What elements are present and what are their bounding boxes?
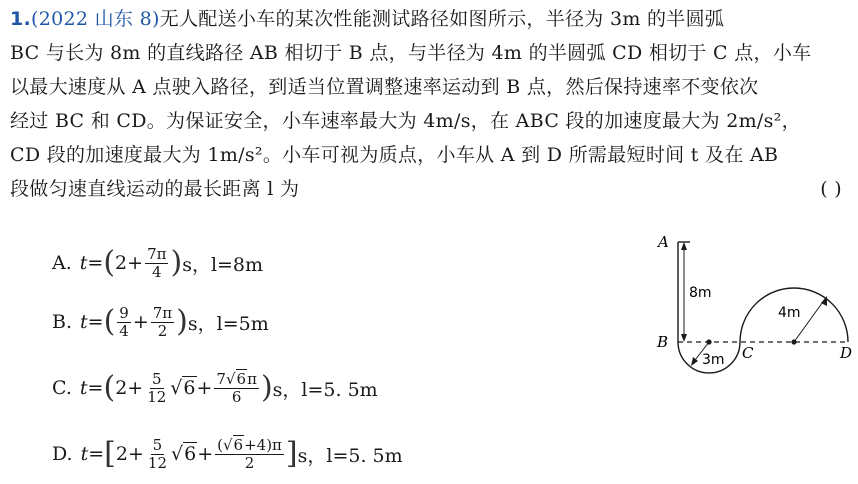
option-label: C. [52, 377, 72, 399]
numerator-part: 7 [216, 369, 226, 388]
term: 2+ [115, 377, 144, 399]
label-c: C [742, 344, 754, 362]
paren-close: ) [260, 370, 273, 405]
label-len-ab: 8m [689, 285, 712, 301]
label-r-small: 3m [702, 352, 725, 368]
radicand: 6 [236, 369, 247, 388]
stem-text-6: 段做匀速直线运动的最长距离 l 为 [10, 178, 300, 200]
option-prefix: t= [80, 311, 104, 333]
option-suffix: s，l=5. 5m [297, 444, 403, 467]
fraction [214, 371, 259, 406]
denominator: 2 [157, 321, 168, 340]
option-b[interactable] [52, 297, 269, 347]
fraction [215, 437, 284, 472]
fraction [146, 437, 169, 472]
option-suffix: s，l=5. 5m [272, 378, 378, 401]
stem-line-3: 以最大速度从 A 点驶入路径，到适当位置调整速率运动到 B 点，然后保持速率不变依次 [10, 76, 759, 98]
numerator: 5 [151, 369, 162, 388]
question-number: 1. [10, 8, 32, 30]
term: 2+ [115, 443, 144, 465]
denominator: 4 [151, 262, 162, 281]
label-a: A [658, 233, 669, 251]
radicand: 6 [183, 377, 196, 399]
option-prefix: t= [79, 377, 104, 399]
option-suffix: s，l=5m [187, 312, 269, 335]
arrowhead-up [681, 242, 687, 250]
option-label: B. [52, 311, 73, 333]
answer-paren: ( ) [820, 178, 842, 200]
question-stem [10, 2, 850, 206]
option-label: A. [52, 252, 72, 274]
sqrt: √6 [222, 435, 244, 454]
bracket-open: [ [104, 436, 116, 471]
question-source: (2022 山东 8) [31, 8, 160, 30]
denominator: 2 [244, 453, 255, 472]
paren-open: ( [103, 370, 116, 405]
stem-text-1: 无人配送小车的某次性能测试路径如图所示，半径为 3m 的半圆弧 [159, 8, 725, 30]
stem-line-4: 经过 BC 和 CD。为保证安全，小车速率最大为 4m/s，在 ABC 段的加速度最大为 2m/s²， [10, 110, 801, 132]
option-prefix: t= [79, 252, 104, 274]
numerator-part: π [247, 369, 257, 388]
paren-open: ( [103, 304, 116, 339]
denominator: 4 [119, 321, 129, 340]
denominator: 12 [147, 387, 167, 406]
numerator: 7π [147, 244, 167, 263]
option-a[interactable] [52, 238, 263, 288]
numerator-part: +4)π [244, 435, 282, 454]
fraction [117, 305, 131, 340]
option-c[interactable] [52, 362, 378, 414]
denominator: 6 [231, 387, 242, 406]
numerator: 7π [152, 303, 173, 322]
fraction [151, 305, 174, 340]
plus-sign: + [197, 443, 214, 465]
plus-sign: + [132, 311, 149, 333]
label-b: B [657, 333, 669, 351]
stem-line-6 [10, 172, 850, 206]
fraction [145, 246, 168, 281]
path-diagram [640, 230, 855, 375]
arrowhead-down [681, 334, 687, 342]
numerator [214, 371, 259, 389]
option-d[interactable] [52, 428, 403, 480]
sqrt: √6 [170, 377, 196, 399]
radicand: 6 [233, 435, 244, 454]
radicand: 6 [184, 443, 197, 465]
bracket-close: ] [285, 436, 298, 471]
term: 2+ [115, 252, 144, 274]
option-prefix: t= [80, 443, 105, 465]
paren-open: ( [103, 245, 116, 280]
denominator: 12 [147, 453, 167, 472]
numerator: 5 [152, 435, 163, 454]
paren-close: ) [170, 245, 183, 280]
label-d: D [840, 344, 853, 362]
stem-line-5: CD 段的加速度最大为 1m/s²。小车可视为质点，小车从 A 到 D 所需最短时间 t 及在 AB [10, 144, 779, 166]
stem-line-1 [10, 2, 850, 36]
numerator-part: ( [217, 435, 223, 454]
numerator [215, 437, 284, 455]
paren-close: ) [176, 304, 188, 339]
fraction [145, 371, 168, 406]
stem-line-2: BC 与长为 8m 的直线路径 AB 相切于 B 点，与半径为 4m 的半圆弧 CD 相切于 C 点，小车 [10, 42, 812, 64]
label-r-large: 4m [778, 305, 801, 321]
sqrt: √6 [171, 443, 197, 465]
plus-sign: + [196, 377, 213, 399]
option-suffix: s，l=8m [182, 253, 264, 276]
option-label: D. [52, 443, 73, 465]
sqrt: √6 [225, 369, 247, 388]
numerator: 9 [119, 303, 129, 322]
